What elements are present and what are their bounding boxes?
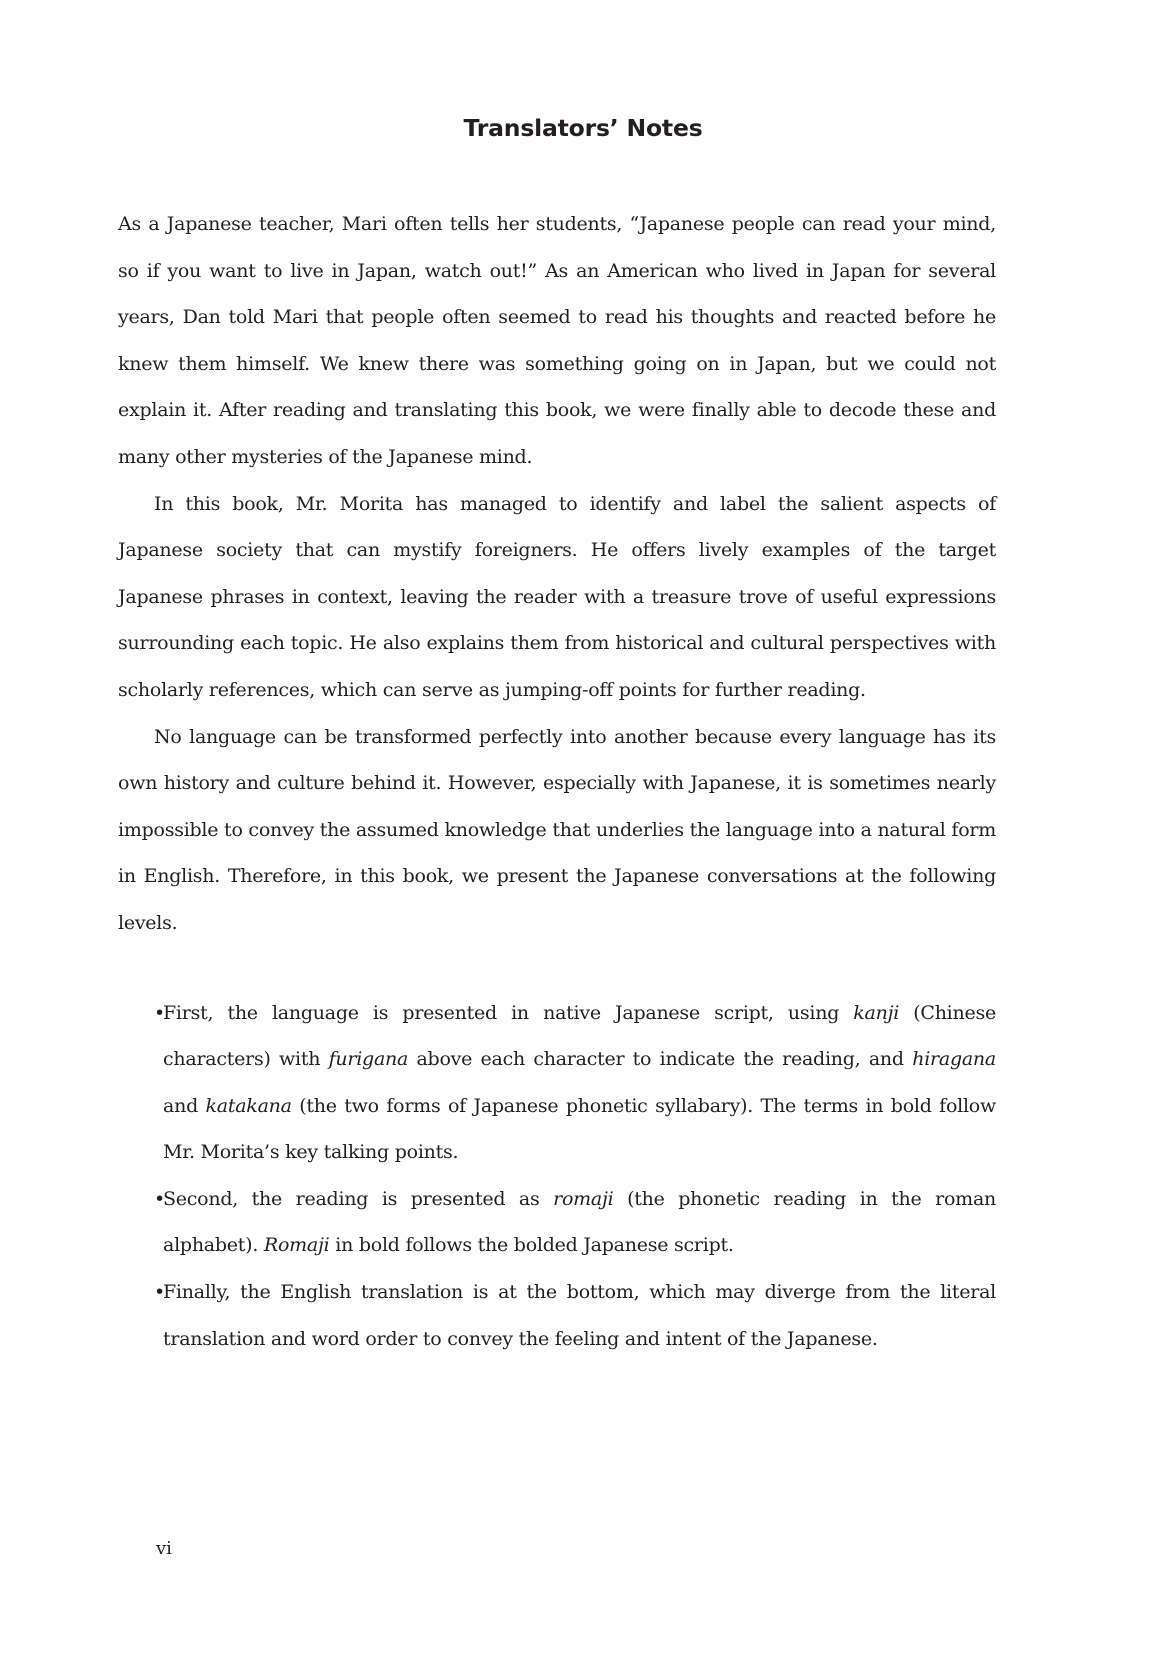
bullet-icon: • [154,1001,165,1024]
bullet-icon: • [154,1281,165,1304]
term-hiragana: hiragana [912,1048,996,1071]
paragraph-intro: As a Japanese teacher, Mari often tells her students, “Japanese people can read your mind, so if you want to live in Japan, watch out!” As an American who lived in Japan for several years, Dan told Mari that people often seemed to read his thoughts and reacted before he knew them himself. We knew there was something going on in Japan, but we could not explain it. After reading and translating this book, we were finally able to decode these and many other mysteries of the Japanese mind. [118,213,996,468]
body-text [118,201,996,1362]
levels-list [118,990,996,1363]
list-item-japanese-script: • First, the language is presented in native Japanese script, using kanji (Chinese characters) with furigana above each character to indicate the reading, and hiragana and katakana (the two forms of Japanese phonetic syllabary). The terms in bold follow Mr. Morita’s key talking points. [154,990,996,1176]
page-number: vi [156,1538,172,1559]
bullet-icon: • [154,1187,165,1210]
paragraph-book-summary: In this book, Mr. Morita has managed to identify and label the salient aspects of Japanese society that can mystify foreigners. He offers lively examples of the target Japanese phrases in context, leaving the reader with a treasure trove of useful expressions surrounding each topic. He also explains them from historical and cultural perspectives with scholarly references, which can serve as jumping-off points for further reading. [118,492,996,701]
list-item-romaji: • Second, the reading is presented as romaji (the phonetic reading in the roman alphabet). Romaji in bold follows the bolded Japanese script. [154,1176,996,1269]
list-item-english-translation: • Finally, the English translation is at the bottom, which may diverge from the literal translation and word order to convey the feeling and intent of the Japanese. [154,1269,996,1362]
term-romaji: romaji [553,1187,614,1210]
term-romaji-capitalized: Romaji [263,1234,330,1257]
term-kanji: kanji [853,1001,900,1024]
page-title: Translators’ Notes [463,114,703,142]
term-katakana: katakana [205,1094,292,1117]
term-furigana: furigana [328,1048,409,1071]
paragraph-translation-levels: No language can be transformed perfectly into another because every language has its own history and culture behind it. However, especially with Japanese, it is sometimes nearly impossible to convey the assumed knowledge that underlies the language into a natural form in English. Therefore, in this book, we present the Japanese conversations at the following levels. [118,725,996,934]
